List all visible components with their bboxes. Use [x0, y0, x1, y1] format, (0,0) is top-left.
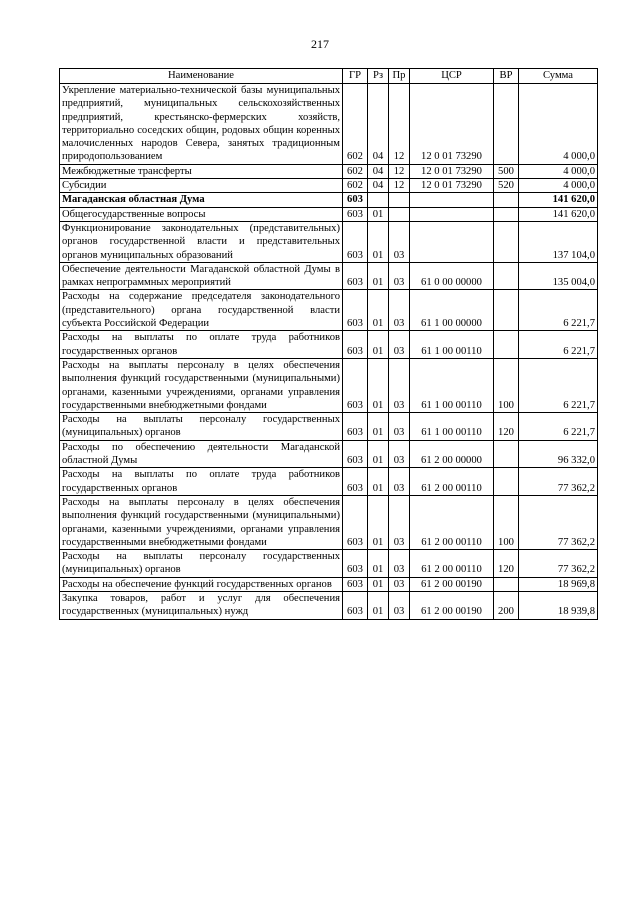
row-pr: 03	[389, 468, 410, 496]
row-vr: 500	[494, 164, 519, 178]
row-pr: 03	[389, 577, 410, 591]
row-rz	[368, 193, 389, 207]
row-rz: 01	[368, 331, 389, 359]
table-row	[60, 591, 598, 619]
table-row	[60, 468, 598, 496]
table-row	[60, 550, 598, 578]
row-gr: 603	[343, 591, 368, 619]
row-csr: 61 2 00 00190	[410, 591, 494, 619]
row-pr: 03	[389, 413, 410, 441]
row-gr: 602	[343, 164, 368, 178]
table-row	[60, 290, 598, 331]
row-csr: 61 1 00 00000	[410, 290, 494, 331]
row-name: Расходы на выплаты персоналу государственных (муниципальных) органов	[60, 550, 343, 578]
row-vr	[494, 468, 519, 496]
row-sum: 6 221,7	[519, 413, 598, 441]
table-row	[60, 221, 598, 262]
row-sum: 137 104,0	[519, 221, 598, 262]
row-csr: 61 1 00 00110	[410, 331, 494, 359]
table-row	[60, 577, 598, 591]
row-name: Расходы на выплаты персоналу государственных (муниципальных) органов	[60, 413, 343, 441]
row-name: Расходы на выплаты по оплате труда работников государственных органов	[60, 331, 343, 359]
row-vr: 100	[494, 495, 519, 549]
header-sum: Сумма	[519, 69, 598, 84]
row-vr	[494, 207, 519, 221]
row-gr: 603	[343, 358, 368, 412]
row-pr: 12	[389, 84, 410, 165]
row-gr: 603	[343, 468, 368, 496]
row-gr: 603	[343, 495, 368, 549]
row-name: Расходы на обеспечение функций государственных органов	[60, 577, 343, 591]
table-row	[60, 440, 598, 468]
row-rz: 01	[368, 550, 389, 578]
row-gr: 603	[343, 413, 368, 441]
row-vr	[494, 193, 519, 207]
row-csr: 12 0 01 73290	[410, 164, 494, 178]
row-sum: 18 969,8	[519, 577, 598, 591]
row-sum: 4 000,0	[519, 164, 598, 178]
row-gr: 603	[343, 440, 368, 468]
row-gr: 603	[343, 331, 368, 359]
row-sum: 141 620,0	[519, 193, 598, 207]
row-name: Обеспечение деятельности Магаданской областной Думы в рамках непрограммных мероприятий	[60, 262, 343, 290]
row-gr: 603	[343, 550, 368, 578]
table-row	[60, 84, 598, 165]
row-gr: 603	[343, 577, 368, 591]
row-gr: 603	[343, 290, 368, 331]
row-rz: 01	[368, 495, 389, 549]
row-pr	[389, 193, 410, 207]
budget-table	[59, 68, 598, 620]
row-name: Расходы на выплаты персоналу в целях обеспечения выполнения функций государственными (муниципальными) органами, казенными учреждениями, органами управления государственными внебюджетными фондами	[60, 495, 343, 549]
row-rz: 01	[368, 591, 389, 619]
row-vr: 100	[494, 358, 519, 412]
row-csr: 61 2 00 00000	[410, 440, 494, 468]
row-sum: 6 221,7	[519, 331, 598, 359]
row-name: Функционирование законодательных (представительных) органов государственной власти и представительных органов муниципальных образований	[60, 221, 343, 262]
row-sum: 77 362,2	[519, 468, 598, 496]
table-row	[60, 179, 598, 193]
row-gr: 603	[343, 221, 368, 262]
row-vr	[494, 577, 519, 591]
row-pr: 03	[389, 591, 410, 619]
row-vr	[494, 221, 519, 262]
row-csr: 61 1 00 00110	[410, 358, 494, 412]
header-rz: Рз	[368, 69, 389, 84]
row-pr	[389, 207, 410, 221]
row-vr	[494, 262, 519, 290]
row-gr: 603	[343, 262, 368, 290]
row-pr: 03	[389, 358, 410, 412]
header-gr: ГР	[343, 69, 368, 84]
table-row	[60, 262, 598, 290]
row-rz: 04	[368, 84, 389, 165]
row-sum: 4 000,0	[519, 84, 598, 165]
row-gr: 603	[343, 207, 368, 221]
row-name: Расходы на выплаты по оплате труда работников государственных органов	[60, 468, 343, 496]
row-rz: 01	[368, 413, 389, 441]
row-rz: 01	[368, 262, 389, 290]
table-row	[60, 495, 598, 549]
row-name: Расходы по обеспечению деятельности Магаданской областной Думы	[60, 440, 343, 468]
row-sum: 77 362,2	[519, 495, 598, 549]
row-gr: 602	[343, 84, 368, 165]
row-rz: 01	[368, 290, 389, 331]
row-gr: 602	[343, 179, 368, 193]
header-name: Наименование	[60, 69, 343, 84]
row-name: Субсидии	[60, 179, 343, 193]
row-pr: 03	[389, 221, 410, 262]
row-csr: 12 0 01 73290	[410, 84, 494, 165]
row-sum: 141 620,0	[519, 207, 598, 221]
table-row	[60, 164, 598, 178]
row-csr	[410, 221, 494, 262]
row-pr: 12	[389, 164, 410, 178]
row-sum: 18 939,8	[519, 591, 598, 619]
row-pr: 03	[389, 290, 410, 331]
row-name: Расходы на содержание председателя законодательного (представительного) органа государственной власти субъекта Российской Федерации	[60, 290, 343, 331]
row-vr: 120	[494, 413, 519, 441]
row-vr: 520	[494, 179, 519, 193]
row-csr: 61 2 00 00110	[410, 495, 494, 549]
row-name: Общегосударственные вопросы	[60, 207, 343, 221]
row-vr	[494, 290, 519, 331]
row-rz: 04	[368, 164, 389, 178]
row-pr: 03	[389, 495, 410, 549]
row-rz: 01	[368, 358, 389, 412]
page-number: 217	[311, 37, 329, 51]
row-rz: 01	[368, 221, 389, 262]
row-rz: 01	[368, 577, 389, 591]
row-csr: 61 2 00 00110	[410, 468, 494, 496]
table-row	[60, 193, 598, 207]
row-csr: 61 2 00 00190	[410, 577, 494, 591]
row-pr: 03	[389, 550, 410, 578]
row-csr: 61 0 00 00000	[410, 262, 494, 290]
table-row	[60, 413, 598, 441]
table-row	[60, 331, 598, 359]
row-pr: 03	[389, 262, 410, 290]
row-name: Закупка товаров, работ и услуг для обеспечения государственных (муниципальных) нужд	[60, 591, 343, 619]
row-name: Межбюджетные трансферты	[60, 164, 343, 178]
row-sum: 135 004,0	[519, 262, 598, 290]
row-pr: 12	[389, 179, 410, 193]
row-sum: 6 221,7	[519, 290, 598, 331]
row-vr	[494, 331, 519, 359]
row-csr: 61 1 00 00110	[410, 413, 494, 441]
row-pr: 03	[389, 440, 410, 468]
header-csr: ЦСР	[410, 69, 494, 84]
row-pr: 03	[389, 331, 410, 359]
row-name: Расходы на выплаты персоналу в целях обеспечения выполнения функций государственными (муниципальными) органами, казенными учреждениями, органами управления государственными внебюджетными фондами	[60, 358, 343, 412]
row-csr	[410, 207, 494, 221]
row-rz: 01	[368, 440, 389, 468]
table-row	[60, 207, 598, 221]
row-csr: 12 0 01 73290	[410, 179, 494, 193]
header-pr: Пр	[389, 69, 410, 84]
row-csr: 61 2 00 00110	[410, 550, 494, 578]
row-vr: 200	[494, 591, 519, 619]
table-row	[60, 358, 598, 412]
row-gr: 603	[343, 193, 368, 207]
row-sum: 96 332,0	[519, 440, 598, 468]
row-sum: 77 362,2	[519, 550, 598, 578]
row-name: Магаданская областная Дума	[60, 193, 343, 207]
row-name: Укрепление материально-технической базы муниципальных предприятий, муниципальных сельскохозяйственных предприятий, крестьянско-фермерских хозяйств, территориально соседских общин, родовых общин коренных малочисленных народов Севера, занятых традиционным природопользованием	[60, 84, 343, 165]
row-vr: 120	[494, 550, 519, 578]
row-rz: 04	[368, 179, 389, 193]
row-rz: 01	[368, 468, 389, 496]
table-header-row	[60, 69, 598, 84]
row-vr	[494, 84, 519, 165]
row-sum: 6 221,7	[519, 358, 598, 412]
row-vr	[494, 440, 519, 468]
row-rz: 01	[368, 207, 389, 221]
header-vr: ВР	[494, 69, 519, 84]
row-sum: 4 000,0	[519, 179, 598, 193]
row-csr	[410, 193, 494, 207]
